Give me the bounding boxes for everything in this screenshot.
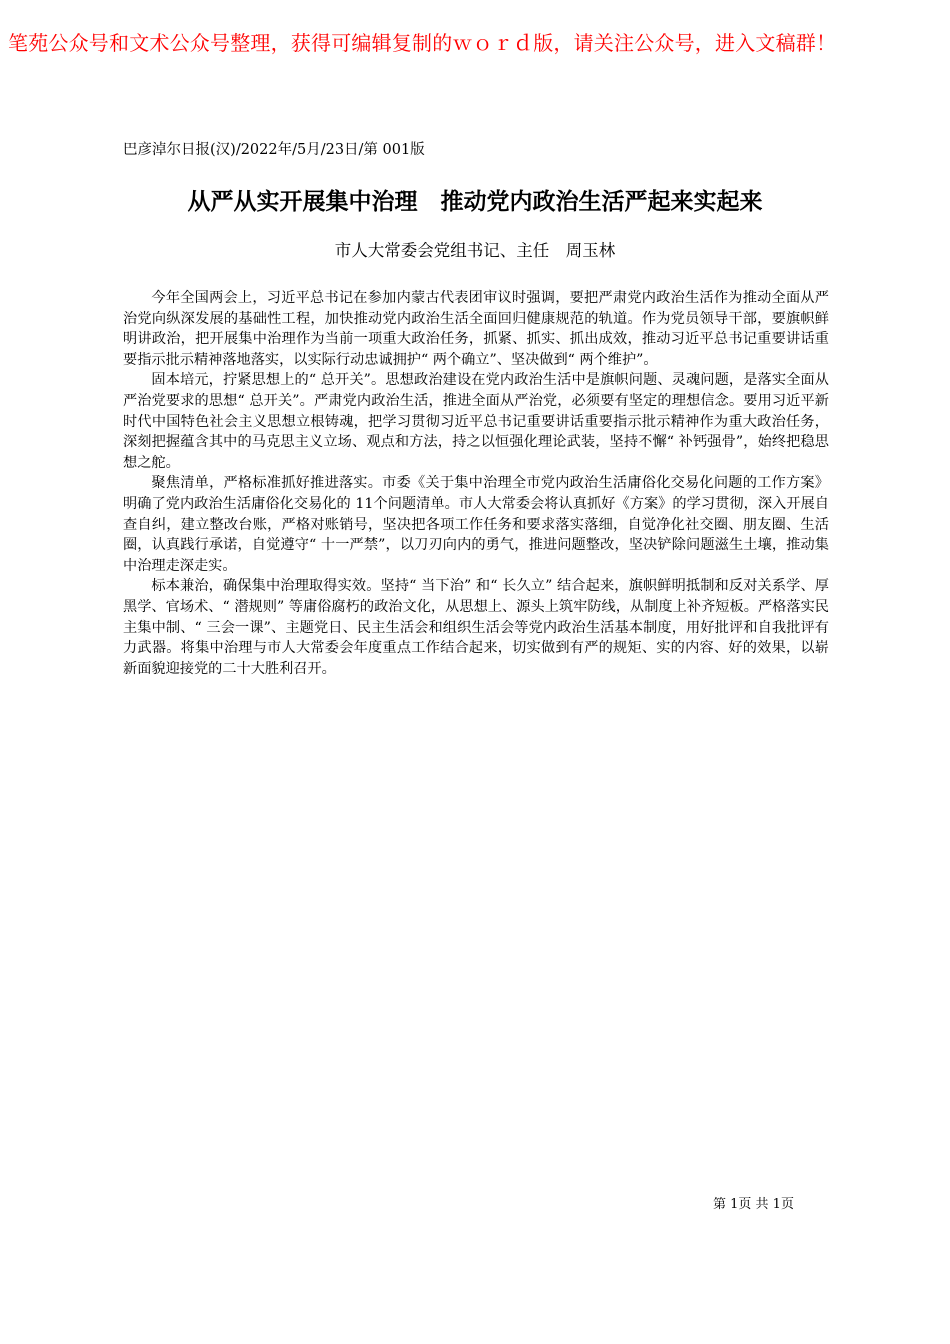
paragraph-thought: 固本培元，拧紧思想上的“ 总开关”。思想政治建设在党内政治生活中是旗帜问题、灵魂问题，是落实全面从严治党要求的思想“ 总开关”。严肃党内政治生活，推进全面从严治党，必须要有坚定的理想信念。要用习近平新时代中国特色社会主义思想立根铸魂，把学习贯彻习近平总书记重要讲话重要指示批示精神作为重大政治任务，深刻把握蕴含其中的马克思主义立场、观点和方法，持之以恒强化理论武装，坚持不懈“ 补钙强骨”，始终把稳思想之舵。 bbox=[123, 372, 829, 471]
paragraph-governance: 标本兼治，确保集中治理取得实效。坚持“ 当下治” 和“ 长久立” 结合起来，旗帜鲜明抵制和反对关系学、厚黑学、官场术、“ 潜规则” 等庸俗腐朽的政治文化，从思想上、源头上筑牢防线，从制度上补齐短板。严格落实民主集中制、“ 三会一课”、主题党日、民主生活会和组织生活会等党内政治生活基本制度，用好批评和自我批评有力武器。将集中治理与市人大常委会年度重点工作结合起来，切实做到有严的规矩、实的内容、好的效果，以崭新面貌迎接党的二十大胜利召开。 bbox=[123, 578, 829, 677]
paragraph-checklist: 聚焦清单，严格标准抓好推进落实。市委《关于集中治理全市党内政治生活庸俗化交易化问题的工作方案》明确了党内政治生活庸俗化交易化的 11个问题清单。市人大常委会将认真抓好《方案》的学习贯彻，深入开展自查自纠，建立整改台账，严格对账销号，坚决把各项工作任务和要求落实落细，自觉净化社交圈、朋友圈、生活圈，认真践行承诺，自觉遵守“ 十一严禁”，以刀刃向内的勇气，推进问题整改，坚决铲除问题滋生土壤，推动集中治理走深走实。 bbox=[123, 475, 829, 574]
page-number: 第 1页 共 1页 bbox=[713, 1197, 794, 1212]
article-title: 从严从实开展集中治理 推动党内政治生活严起来实起来 bbox=[187, 188, 763, 215]
article-author: 市人大常委会党组书记、主任 周玉林 bbox=[334, 241, 616, 260]
paragraph-intro: 今年全国两会上，习近平总书记在参加内蒙古代表团审议时强调，要把严肃党内政治生活作为推动全面从严治党向纵深发展的基础性工程，加快推动党内政治生活全面回归健康规范的轨道。作为党员领导干部，要旗帜鲜明讲政治，把开展集中治理作为当前一项重大政治任务，抓紧、抓实、抓出成效，推动习近平总书记重要讲话重要指示批示精神落地落实，以实际行动忠诚拥护“ 两个确立”、坚决做到“ 两个维护”。 bbox=[123, 290, 829, 368]
promo-banner: 笔苑公众号和文术公众号整理，获得可编辑复制的ｗｏｒｄ版，请关注公众号，进入文稿群！ bbox=[8, 31, 837, 55]
article-body bbox=[123, 288, 829, 679]
newspaper-source-line: 巴彦淖尔日报(汉)/2022年/5月/23日/第 001版 bbox=[123, 142, 425, 158]
